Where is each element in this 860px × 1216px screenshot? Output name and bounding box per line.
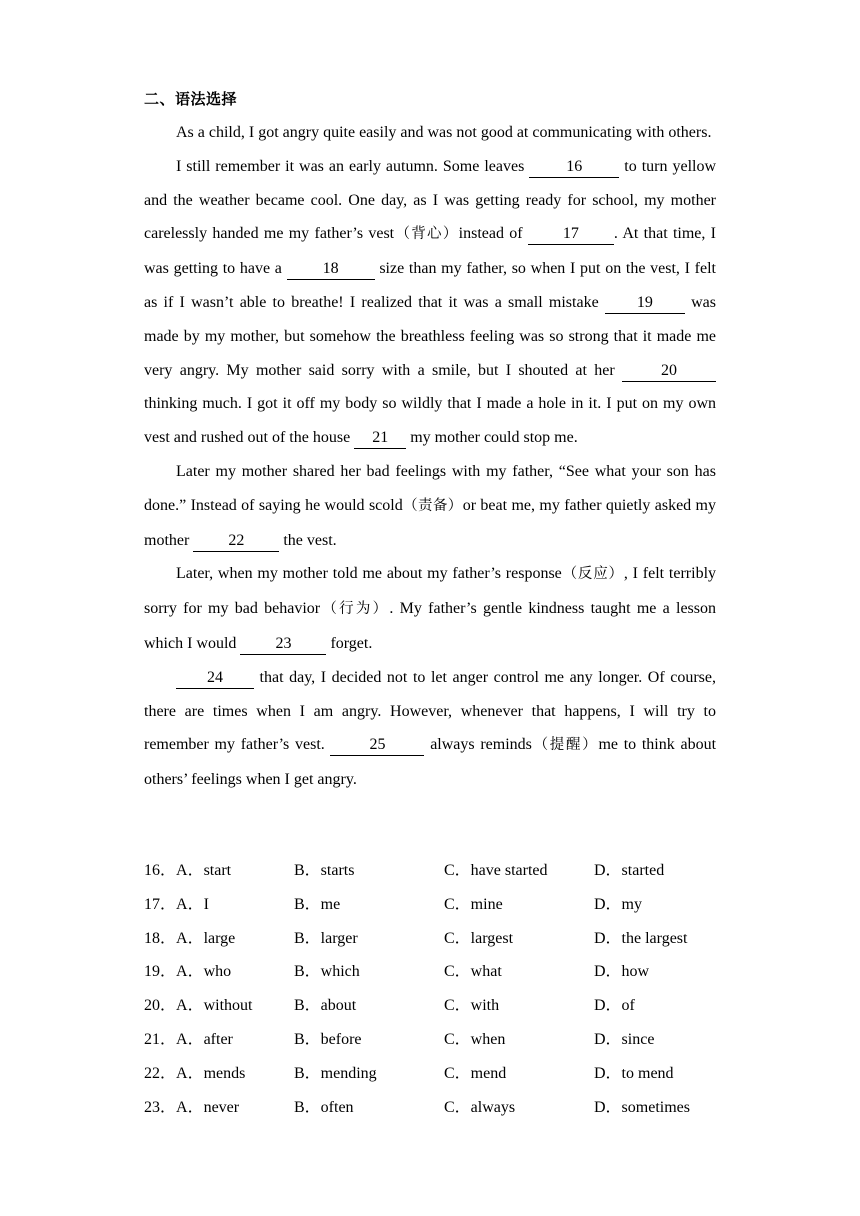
option-a: 22．A．mends (144, 1064, 246, 1082)
option-d: D．my (594, 895, 643, 913)
paragraph-2: I still remember it was an early autumn. Some leaves 16 to turn yellow and the weather became cool. One day, as I was getting ready for school, my mother carelessly handed me my father’s vest（背心）instead of 17 . At that time, I was getting to have a 18 size than my father, so when I put on the vest, I felt as if I wasn’t able to breathe! I realized that it was a small mistake 19 was made by my mother, but somehow the breathless feeling was so strong that it made me very angry. My mother said sorry with a smile, but I shouted at her 20 thinking much. I got it off my body so wildly that I made a hole in it. I put on my own vest and rushed out of the house 21 my mother could stop me. (144, 150, 716, 455)
option-b: B．about (294, 997, 357, 1015)
blank-20: 20 (622, 361, 716, 382)
option-c: C．have started (444, 862, 548, 879)
blank-24: 24 (176, 668, 254, 689)
option-d: D．started (594, 862, 665, 879)
paragraph-4: Later, when my mother told me about my father’s response（反应）, I felt terribly sorry for my bad behavior（行为）. My father’s gentle kindness taught me a lesson which I would 23 forget. (144, 557, 716, 660)
question-row (144, 922, 724, 956)
option-b: B．which (294, 963, 360, 981)
question-row (144, 1023, 724, 1057)
question-row (144, 1091, 724, 1125)
option-c: C．mend (444, 1064, 507, 1082)
option-b: B．before (294, 1030, 362, 1048)
blank-21: 21 (354, 428, 406, 449)
question-row (144, 1057, 724, 1091)
option-c: C．always (444, 1098, 516, 1116)
option-b: B．larger (294, 929, 358, 947)
reading-passage (144, 116, 716, 797)
question-row (144, 955, 724, 989)
question-row (144, 989, 724, 1023)
option-a: 16．A．start (144, 862, 232, 879)
option-c: C．with (444, 997, 500, 1015)
option-a: 19．A．who (144, 963, 232, 981)
question-row (144, 854, 724, 888)
option-b: B．me (294, 895, 341, 913)
option-c: C．when (444, 1030, 506, 1048)
blank-18: 18 (287, 259, 375, 280)
option-d: D．of (594, 997, 635, 1015)
question-row (144, 888, 724, 922)
option-c: C．largest (444, 929, 514, 947)
option-d: D．to mend (594, 1064, 674, 1082)
option-a: 17．A．I (144, 895, 209, 913)
paragraph-1: As a child, I got angry quite easily and was not good at communicating with others. (176, 124, 712, 141)
option-d: D．sometimes (594, 1098, 690, 1116)
blank-19: 19 (605, 293, 685, 314)
option-b: B．often (294, 1098, 354, 1116)
paragraph-3: Later my mother shared her bad feelings with my father, “See what your son has done.” Instead of saying he would scold（责备）or beat me, my father quietly asked my mother 22 the vest. (144, 455, 716, 557)
option-c: C．mine (444, 895, 503, 913)
blank-23: 23 (240, 634, 326, 655)
option-a: 23．A．never (144, 1098, 240, 1116)
option-a: 21．A．after (144, 1030, 233, 1048)
blank-22: 22 (193, 531, 279, 552)
option-c: C．what (444, 963, 502, 981)
paragraph-5: 24 that day, I decided not to let anger control me any longer. Of course, there are times when I am angry. However, whenever that happens, I will try to remember my father’s vest. 25 always reminds（提醒）me to think about others’ feelings when I get angry. (144, 668, 717, 789)
option-b: B．starts (294, 862, 355, 879)
option-d: D．since (594, 1030, 655, 1048)
option-a: 20．A．without (144, 997, 253, 1015)
option-b: B．mending (294, 1064, 377, 1082)
blank-17: 17 (528, 224, 614, 245)
blank-25: 25 (330, 735, 424, 756)
answer-options (144, 854, 724, 1124)
blank-16: 16 (529, 157, 619, 178)
option-d: D．how (594, 963, 650, 981)
option-a: 18．A．large (144, 929, 236, 947)
section-title: 二、语法选择 (144, 90, 238, 108)
option-d: D．the largest (594, 929, 688, 947)
